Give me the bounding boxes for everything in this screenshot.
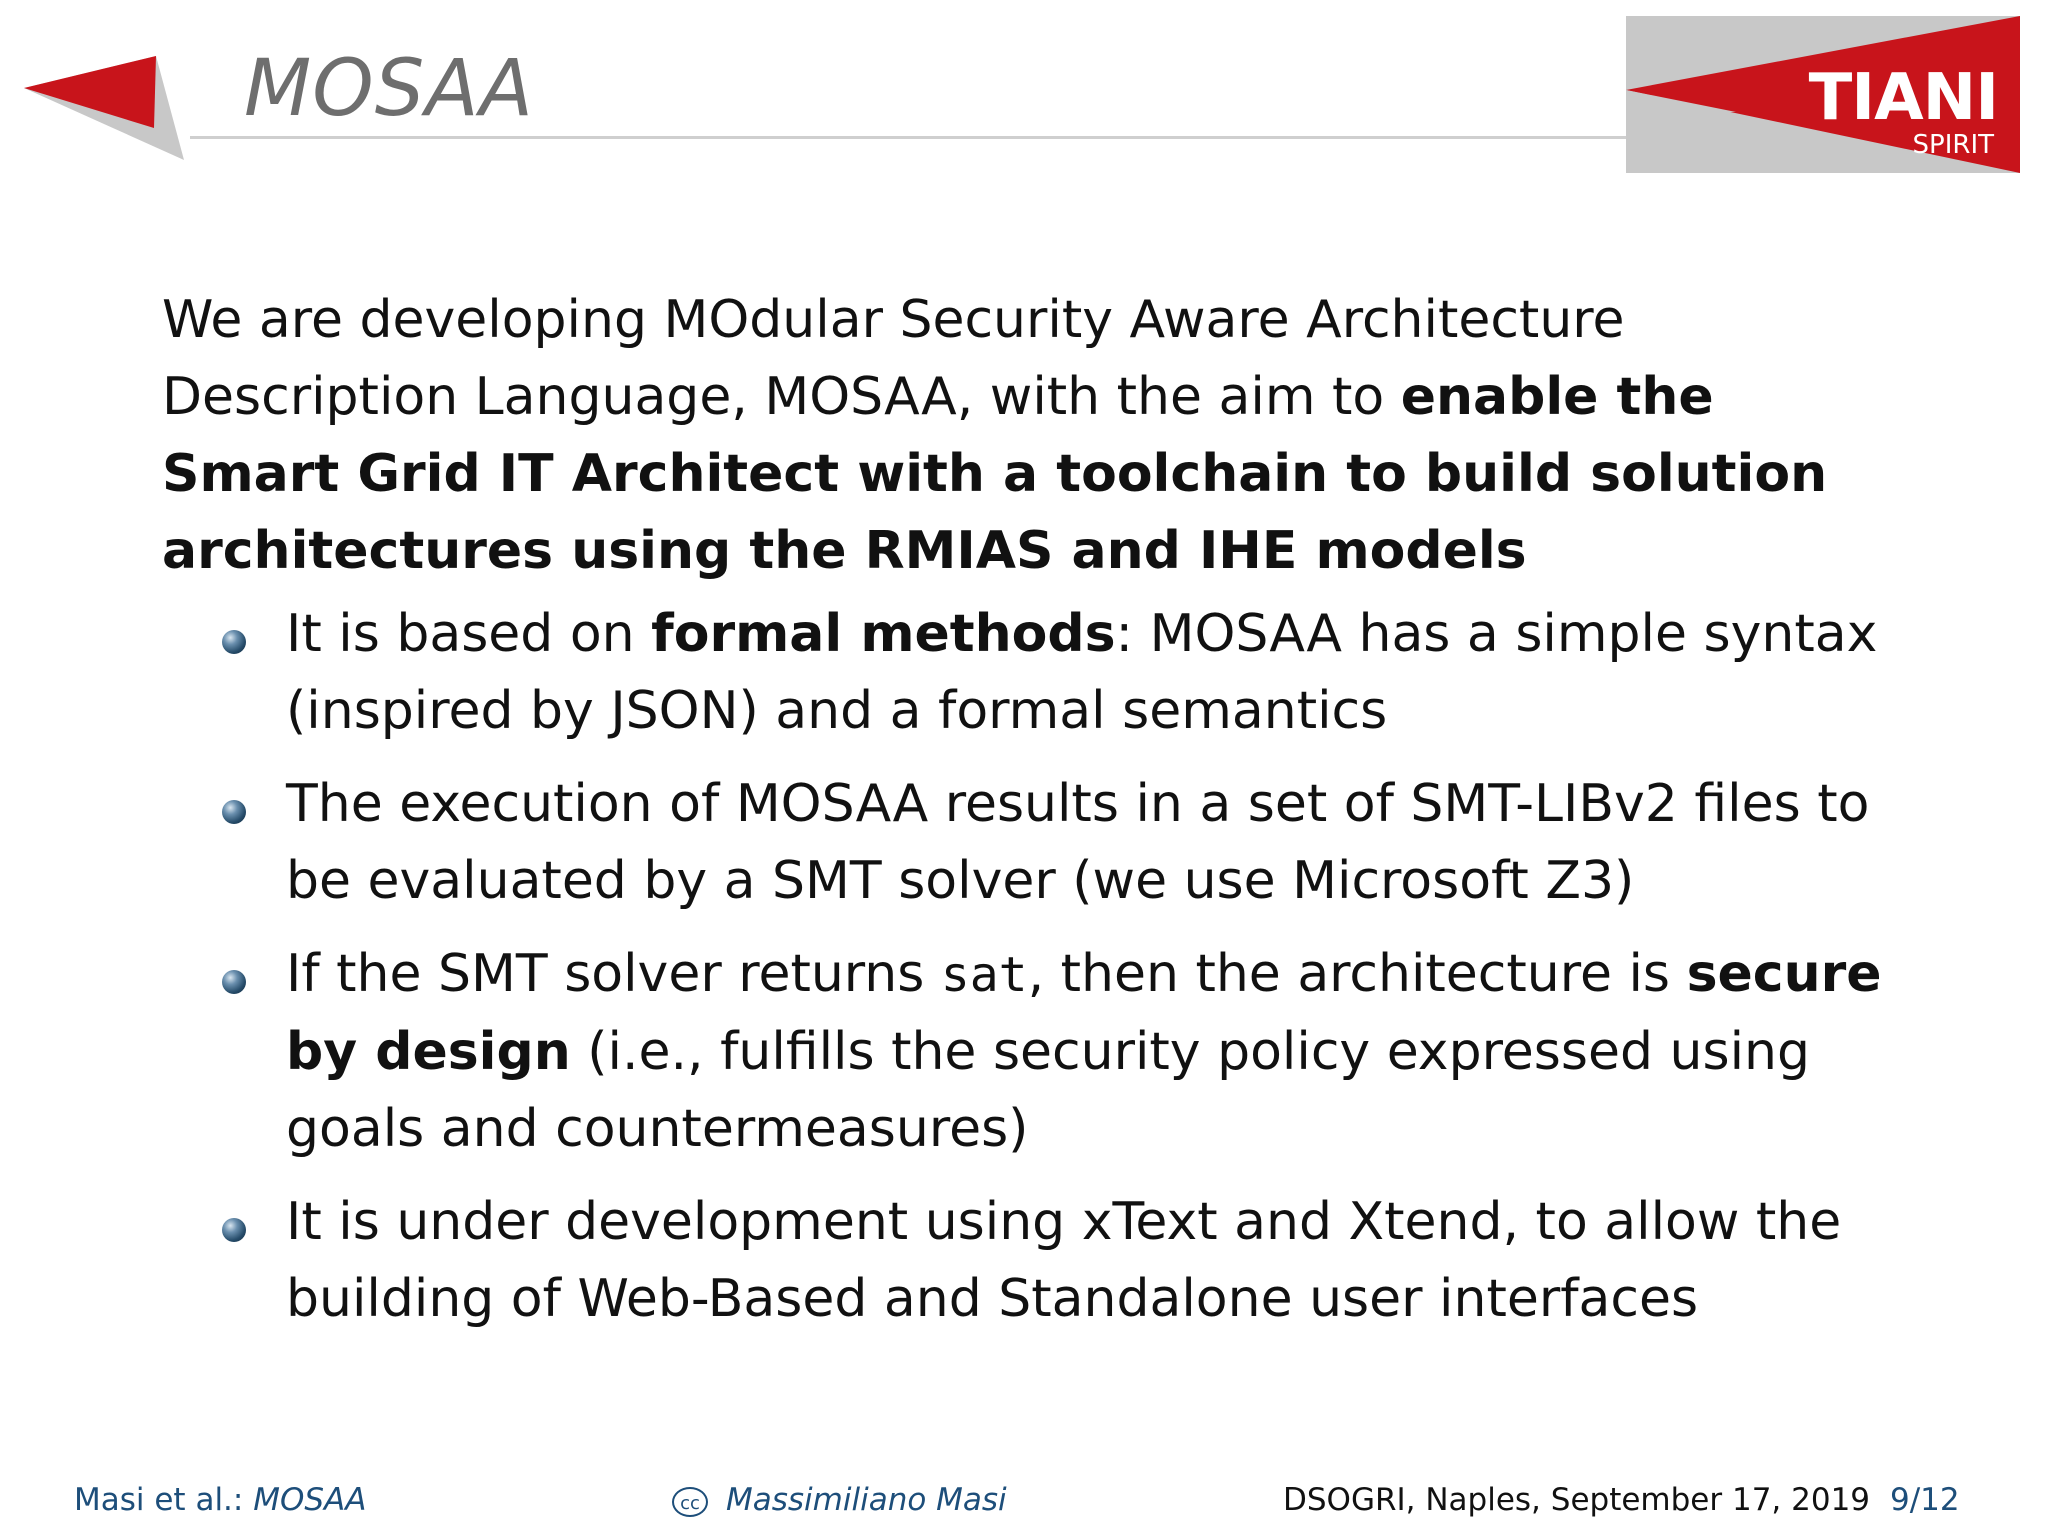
slide-title: MOSAA — [244, 44, 534, 134]
tiani-spirit-logo — [1626, 16, 2020, 173]
header-divider — [190, 136, 1630, 139]
page-number: 9/12 — [1890, 1482, 1960, 1518]
creative-commons-icon: cc — [672, 1487, 708, 1517]
logo-text: TIANI — [1808, 61, 1998, 135]
bullet-bold: formal methods — [651, 604, 1116, 664]
bullet-item — [162, 1184, 1902, 1338]
red-arrow-icon — [24, 56, 200, 160]
footer-authors: Masi et al.: — [74, 1482, 244, 1518]
bullet-ball-icon — [222, 1218, 246, 1242]
intro-paragraph — [162, 282, 1902, 590]
bullet-ball-icon — [222, 970, 246, 994]
intro-text: We are developing MOdular Security Aware Architecture Description Language, MOSAA, with the aim to — [162, 290, 1625, 427]
logo-subtext: SPIRIT — [1912, 130, 1994, 160]
bullet-text: (i.e., fulfills the security policy expressed using goals and countermeasures) — [286, 1022, 1810, 1159]
bullet-item — [162, 596, 1902, 750]
bullet-text: If the SMT solver returns — [286, 944, 941, 1004]
footer-left — [74, 1480, 366, 1520]
bullet-text: It is based on — [286, 604, 652, 664]
footer-center — [672, 1480, 1007, 1520]
bullet-item — [162, 936, 1902, 1168]
slide-content — [162, 282, 1902, 1354]
bullet-text: : MOSAA has a simple syntax (inspired by JSON) and a formal semantics — [286, 604, 1878, 741]
bullet-bold: secure by design — [286, 944, 1882, 1082]
bullet-text: , then the architecture is — [1027, 944, 1687, 1004]
bullet-ball-icon — [222, 800, 246, 824]
bullet-text: It is under development using xText and Xtend, to allow the building of Web-Based and Standalone user interfaces — [286, 1192, 1842, 1329]
bullet-ball-icon — [222, 630, 246, 654]
footer-presenter: Massimiliano Masi — [726, 1482, 1007, 1518]
footer-venue: DSOGRI, Naples, September 17, 2019 — [1283, 1482, 1871, 1518]
bullet-code: sat — [940, 947, 1028, 1003]
slide-footer — [0, 1480, 2048, 1520]
bullet-list — [162, 596, 1902, 1338]
bullet-item — [162, 766, 1902, 920]
bullet-text: The execution of MOSAA results in a set of SMT-LIBv2 files to be evaluated by a SMT solver (we use Microsoft Z3) — [286, 774, 1870, 911]
intro-bold: enable the Smart Grid IT Architect with a toolchain to build solution architectures using the RMIAS and IHE models — [162, 367, 1828, 581]
footer-short-title: MOSAA — [253, 1482, 367, 1518]
